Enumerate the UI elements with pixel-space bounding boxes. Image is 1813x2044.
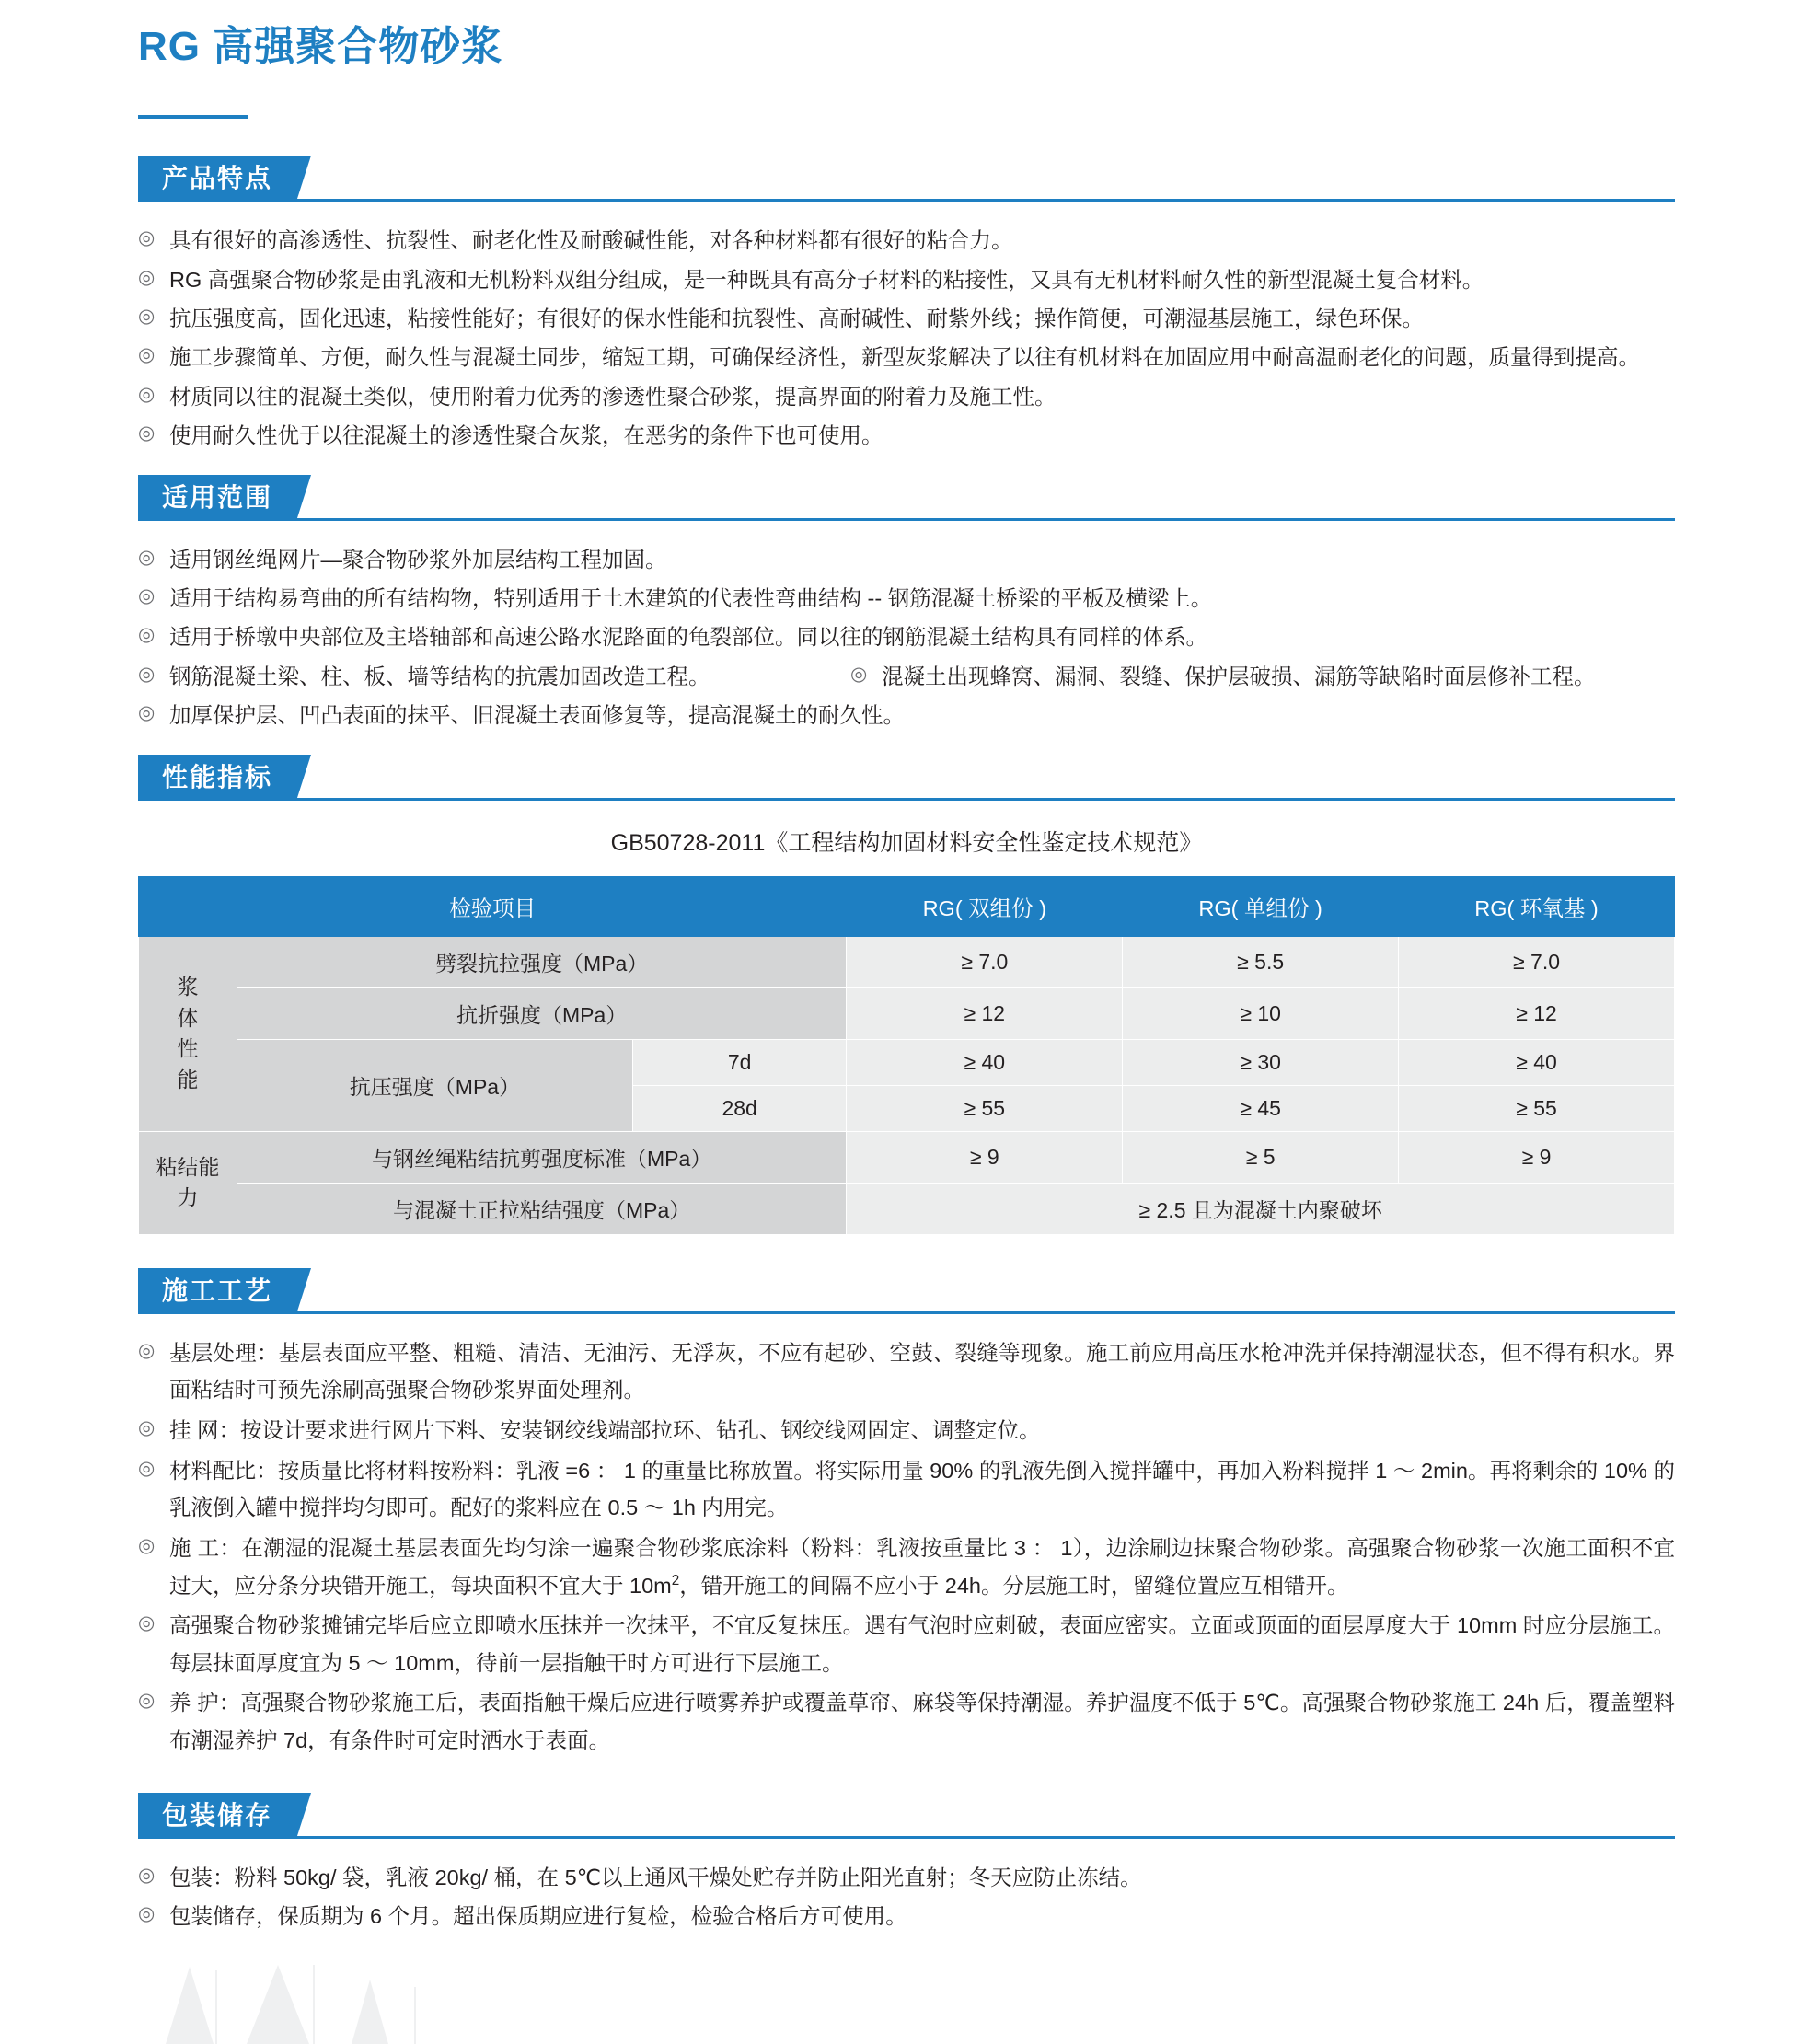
bullet-icon: ◎ — [138, 1864, 156, 1886]
table-row — [139, 1131, 1675, 1183]
bullet-icon: ◎ — [138, 585, 156, 607]
cable-line — [313, 1965, 315, 2044]
bullet-icon: ◎ — [138, 624, 156, 646]
list-item — [138, 261, 1675, 298]
scope-list — [138, 541, 1675, 734]
list-item — [138, 541, 1675, 578]
list-item — [138, 378, 1675, 415]
list-item — [138, 1334, 1675, 1409]
list-item — [138, 1607, 1675, 1681]
section-header-packaging — [138, 1793, 1675, 1839]
table-cell-value: ≥ 9 — [1399, 1131, 1675, 1183]
packaging-list — [138, 1859, 1675, 1965]
table-cell-value: ≥ 7.0 — [1399, 936, 1675, 987]
table-cell-name: 劈裂抗拉强度（MPa） — [237, 936, 846, 987]
features-list — [138, 222, 1675, 454]
list-item — [138, 1859, 1675, 1896]
table-cell-value: ≥ 30 — [1123, 1039, 1399, 1085]
cable-line — [414, 1987, 416, 2044]
section-header-label: 适用范围 — [138, 475, 296, 521]
bullet-icon: ◎ — [138, 702, 156, 724]
table-cell-sub: 28d — [632, 1085, 846, 1131]
table-column-header: 检验项目 — [139, 876, 847, 936]
list-item — [138, 222, 1675, 259]
section-header-label: 性能指标 — [138, 755, 296, 801]
list-item — [138, 697, 1675, 733]
superscript-unit: 2 — [671, 1572, 680, 1588]
section-header-bar — [138, 475, 1675, 521]
list-item-text: 材料配比：按质量比将材料按粉料：乳液 =6 ： 1 的重量比称放置。将实际用量 90% 的乳液先倒入搅拌罐中，再加入粉料搅拌 1 ～ 2min。再将剩余的 10% 的乳液倒入罐中搅拌均匀即可。配好的浆料应在 0.5 ～ 1h 内用完。 — [169, 1458, 1675, 1520]
list-item — [138, 1684, 1675, 1759]
footer-watermark-graphic — [138, 1965, 525, 2044]
list-item — [138, 1412, 1675, 1449]
table-cell-name: 与混凝土正拉粘结强度（MPa） — [237, 1183, 846, 1234]
section-header-label: 产品特点 — [138, 156, 296, 202]
table-cell-value: ≥ 12 — [1399, 987, 1675, 1039]
list-item — [138, 580, 1675, 617]
list-item-text: 抗压强度高，固化迅速，粘接性能好；有很好的保水性能和抗裂性、高耐碱性、耐紫外线；操作简便，可潮湿基层施工，绿色环保。 — [169, 306, 1424, 330]
cable-line — [215, 1970, 217, 2044]
list-item-text: 具有很好的高渗透性、抗裂性、耐老化性及耐酸碱性能，对各种材料都有很好的粘合力。 — [169, 228, 1013, 253]
table-cell-name: 抗折强度（MPa） — [237, 987, 846, 1039]
table-cell-value: ≥ 55 — [847, 1085, 1123, 1131]
bullet-icon: ◎ — [138, 227, 156, 249]
bullet-icon: ◎ — [138, 383, 156, 405]
section-header-bar — [138, 1268, 1675, 1314]
list-item-text: 加厚保护层、凹凸表面的抹平、旧混凝土表面修复等，提高混凝土的耐久性。 — [169, 703, 905, 728]
table-cell-value: ≥ 7.0 — [847, 936, 1123, 987]
section-header-label: 施工工艺 — [138, 1268, 296, 1314]
bullet-icon: ◎ — [138, 1534, 156, 1556]
title-underline — [138, 115, 248, 119]
list-item-text: 适用于结构易弯曲的所有结构物，特别适用于土木建筑的代表性弯曲结构 -- 钢筋混凝土桥梁的平板及横梁上。 — [169, 586, 1213, 611]
table-cell-value: ≥ 9 — [847, 1131, 1123, 1183]
list-item — [138, 1898, 1675, 1934]
table-cell-value: ≥ 45 — [1123, 1085, 1399, 1131]
list-item-text-part-a: 施 工：在潮湿的混凝土基层表面先均匀涂一遍聚合物砂浆底涂料（粉料：乳液按重量比 3 ： 1），边涂刷边抹聚合物砂浆。高强聚合物砂浆一次施工面积不宜过大，应分条分块错开施工，每块面积不宜大于 10m — [169, 1535, 1675, 1598]
list-item-construction — [138, 1530, 1675, 1604]
table-cell-name: 与钢丝绳粘结抗剪强度标准（MPa） — [237, 1131, 846, 1183]
table-column-header: RG( 单组份 ) — [1123, 876, 1399, 936]
bullet-icon: ◎ — [138, 266, 156, 288]
table-column-header: RG( 环氧基 ) — [1399, 876, 1675, 936]
section-header-bar — [138, 755, 1675, 801]
tower-shape-icon — [247, 1965, 309, 2044]
table-cell-value: ≥ 2.5 且为混凝土内聚破坏 — [847, 1183, 1675, 1234]
list-item-text: 基层处理：基层表面应平整、粗糙、清洁、无油污、无浮灰，不应有起砂、空鼓、裂缝等现象。施工前应用高压水枪冲洗并保持潮湿状态，但不得有积水。界面粘结时可预先涂刷高强聚合物砂浆界面处理剂。 — [169, 1340, 1675, 1403]
table-cell-value: ≥ 12 — [847, 987, 1123, 1039]
bullet-icon: ◎ — [138, 1457, 156, 1479]
bullet-icon: ◎ — [138, 422, 156, 445]
list-item-text: 挂 网：按设计要求进行网片下料、安装钢绞线端部拉环、钻孔、钢绞线网固定、调整定位。 — [169, 1417, 1041, 1442]
tower-shape-icon — [166, 1967, 214, 2044]
table-cell-value: ≥ 5 — [1123, 1131, 1399, 1183]
bullet-icon: ◎ — [138, 1690, 156, 1712]
table-row — [139, 1183, 1675, 1234]
table-cell-value: ≥ 55 — [1399, 1085, 1675, 1131]
table-cell-value: ≥ 40 — [847, 1039, 1123, 1085]
process-list — [138, 1334, 1675, 1760]
bullet-icon: ◎ — [138, 663, 156, 685]
table-cell-sub: 7d — [632, 1039, 846, 1085]
list-item — [138, 300, 1675, 337]
table-cell-value: ≥ 40 — [1399, 1039, 1675, 1085]
list-item-text: 适用钢丝绳网片—聚合物砂浆外加层结构工程加固。 — [169, 547, 667, 572]
bullet-icon: ◎ — [138, 1339, 156, 1361]
list-item-text: 材质同以往的混凝土类似，使用附着力优秀的渗透性聚合砂浆，提高界面的附着力及施工性。 — [169, 384, 1057, 409]
table-cell-value: ≥ 5.5 — [1123, 936, 1399, 987]
performance-table — [138, 876, 1675, 1235]
section-header-bar — [138, 1793, 1675, 1839]
section-header-process — [138, 1268, 1675, 1314]
list-item-text: 包装：粉料 50kg/ 袋，乳液 20kg/ 桶，在 5℃以上通风干燥处贮存并防止阳光直射；冬天应防止冻结。 — [169, 1865, 1142, 1889]
bullet-icon: ◎ — [850, 663, 868, 685]
table-group-label: 浆 体 性 能 — [139, 936, 237, 1131]
bullet-icon: ◎ — [138, 1612, 156, 1634]
table-caption: GB50728-2011《工程结构加固材料安全性鉴定技术规范》 — [610, 829, 1203, 856]
list-item-pair — [138, 658, 1675, 697]
table-cell-value: ≥ 10 — [1123, 987, 1399, 1039]
list-item-text: 适用于桥墩中央部位及主塔轴部和高速公路水泥路面的龟裂部位。同以往的钢筋混凝土结构具有同样的体系。 — [169, 625, 1207, 650]
list-item-text: 包装储存，保质期为 6 个月。超出保质期应进行复检，检验合格后方可使用。 — [169, 1904, 907, 1929]
table-row — [139, 987, 1675, 1039]
bullet-icon: ◎ — [138, 306, 156, 327]
section-header-bar — [138, 156, 1675, 202]
table-row — [139, 1039, 1675, 1085]
list-item-text: 钢筋混凝土梁、柱、板、墙等结构的抗震加固改造工程。 — [169, 664, 710, 688]
table-cell-name: 抗压强度（MPa） — [237, 1039, 632, 1131]
tower-shape-icon — [352, 1980, 388, 2044]
table-group-label: 粘结能 力 — [139, 1131, 237, 1234]
table-column-header: RG( 双组份 ) — [847, 876, 1123, 936]
list-item-text: 混凝土出现蜂窝、漏洞、裂缝、保护层破损、漏筋等缺陷时面层修补工程。 — [882, 664, 1596, 688]
section-header-scope — [138, 475, 1675, 521]
list-item-text-part-b: ，错开施工的间隔不应小于 24h。分层施工时，留缝位置应互相错开。 — [679, 1573, 1349, 1598]
table-header-row — [139, 876, 1675, 936]
list-item-text: 施工步骤简单、方便，耐久性与混凝土同步，缩短工期，可确保经济性，新型灰浆解决了以往有机材料在加固应用中耐高温耐老化的问题，质量得到提高。 — [169, 345, 1640, 370]
list-item-text: 使用耐久性优于以往混凝土的渗透性聚合灰浆，在恶劣的条件下也可使用。 — [169, 423, 883, 448]
list-item-text: 高强聚合物砂浆摊铺完毕后应立即喷水压抹并一次抹平，不宜反复抹压。遇有气泡时应刺破，表面应密实。立面或顶面的面层厚度大于 10mm 时应分层施工。每层抹面厚度宜为 5 ～ 10mm，待前一层指触干时方可进行下层施工。 — [169, 1613, 1675, 1675]
list-item-text: 养 护：高强聚合物砂浆施工后，表面指触干燥后应进行喷雾养护或覆盖草帘、麻袋等保持潮湿。养护温度不低于 5℃。高强聚合物砂浆施工 24h 后，覆盖塑料布潮湿养护 7d，有条件时可定时洒水于表面。 — [169, 1691, 1675, 1753]
page-title: RG 高强聚合物砂浆 — [138, 24, 503, 69]
list-item-text: RG 高强聚合物砂浆是由乳液和无机粉料双组分组成，是一种既具有高分子材料的粘接性，又具有无机材料耐久性的新型混凝土复合材料。 — [169, 267, 1484, 292]
list-item — [138, 417, 1675, 454]
list-item — [850, 658, 1675, 695]
section-header-performance — [138, 755, 1675, 801]
table-row — [139, 936, 1675, 987]
list-item — [138, 618, 1675, 655]
bullet-icon: ◎ — [138, 546, 156, 568]
list-item — [138, 339, 1675, 375]
bullet-icon: ◎ — [138, 1416, 156, 1438]
section-header-features — [138, 156, 1675, 202]
section-header-label: 包装储存 — [138, 1793, 296, 1839]
bullet-icon: ◎ — [138, 1903, 156, 1925]
list-item — [138, 658, 850, 695]
list-item — [138, 1452, 1675, 1527]
bullet-icon: ◎ — [138, 344, 156, 366]
